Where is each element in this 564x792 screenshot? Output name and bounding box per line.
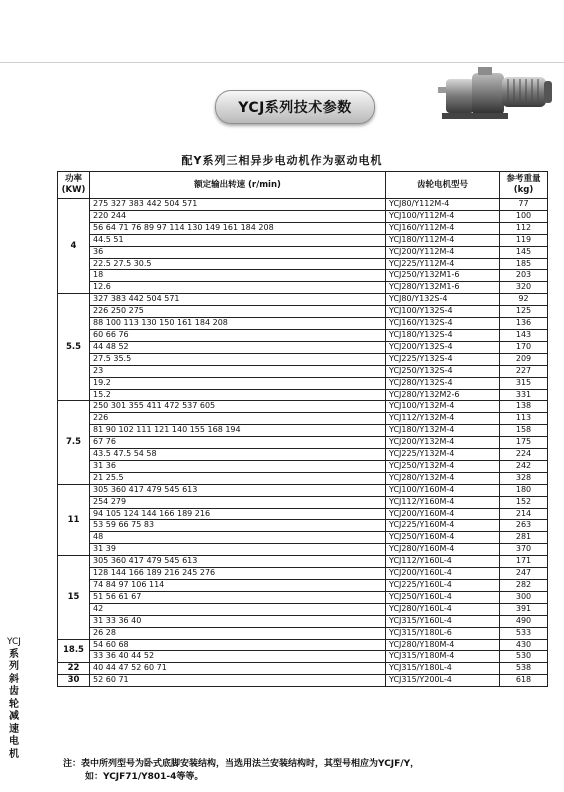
side-label-char: 速 [9,723,19,735]
table-row [58,246,548,258]
table-row [58,210,548,222]
model-cell: YCJ200/Y160L-4 [386,568,500,580]
model-cell: YCJ160/Y112M-4 [386,222,500,234]
power-cell: 18.5 [58,639,90,663]
weight-cell: 92 [500,294,548,306]
speed-cell: 305 360 417 479 545 613 [90,556,386,568]
model-cell: YCJ315/Y200L-4 [386,675,500,687]
table-row [58,341,548,353]
speed-cell: 22.5 27.5 30.5 [90,258,386,270]
model-cell: YCJ280/Y160L-4 [386,603,500,615]
weight-cell: 170 [500,341,548,353]
table-row [58,484,548,496]
side-label-char: 齿 [9,686,19,697]
speed-cell: 250 301 355 411 472 537 605 [90,401,386,413]
weight-cell: 331 [500,389,548,401]
model-cell: YCJ225/Y160M-4 [386,520,500,532]
table-row [58,675,548,687]
speed-cell: 21 25.5 [90,472,386,484]
header-model: 齿轮电机型号 [386,172,500,199]
side-label-char: 斜 [9,673,19,685]
power-cell: 15 [58,556,90,639]
model-cell: YCJ315/Y180M-4 [386,651,500,663]
power-cell: 5.5 [58,294,90,401]
weight-cell: 180 [500,484,548,496]
speed-cell: 226 [90,413,386,425]
table-row [58,329,548,341]
model-cell: YCJ112/Y160L-4 [386,556,500,568]
speed-cell: 23 [90,365,386,377]
speed-cell: 327 383 442 504 571 [90,294,386,306]
weight-cell: 530 [500,651,548,663]
speed-cell: 31 39 [90,544,386,556]
table-row [58,603,548,615]
model-cell: YCJ315/Y180L-4 [386,663,500,675]
power-cell: 30 [58,675,90,687]
model-cell: YCJ280/Y160M-4 [386,544,500,556]
weight-cell: 242 [500,460,548,472]
weight-cell: 430 [500,639,548,651]
speed-cell: 54 60 68 [90,639,386,651]
header-speed: 额定输出转速 (r/min) [90,172,386,199]
table-row [58,639,548,651]
table-row [58,199,548,211]
speed-cell: 275 327 383 442 504 571 [90,199,386,211]
table-row [58,556,548,568]
weight-cell: 263 [500,520,548,532]
header-weight: 参考重量 (kg) [500,172,548,199]
table-row [58,520,548,532]
speed-cell: 254 279 [90,496,386,508]
speed-cell: 36 [90,246,386,258]
model-cell: YCJ200/Y160M-4 [386,508,500,520]
model-cell: YCJ200/Y132M-4 [386,437,500,449]
weight-cell: 370 [500,544,548,556]
weight-cell: 175 [500,437,548,449]
model-cell: YCJ80/Y112M-4 [386,199,500,211]
model-cell: YCJ280/Y132M2-6 [386,389,500,401]
table-row [58,258,548,270]
speed-cell: 33 36 40 44 52 [90,651,386,663]
model-cell: YCJ112/Y160M-4 [386,496,500,508]
weight-cell: 281 [500,532,548,544]
table-row [58,437,548,449]
weight-cell: 138 [500,401,548,413]
model-cell: YCJ280/Y132S-4 [386,377,500,389]
weight-cell: 77 [500,199,548,211]
model-cell: YCJ315/Y180L-6 [386,627,500,639]
weight-cell: 227 [500,365,548,377]
table-row [58,294,548,306]
weight-cell: 185 [500,258,548,270]
weight-cell: 136 [500,318,548,330]
model-cell: YCJ100/Y132M-4 [386,401,500,413]
table-row [58,508,548,520]
speed-cell: 44.5 51 [90,234,386,246]
model-cell: YCJ160/Y132S-4 [386,318,500,330]
power-cell: 4 [58,199,90,294]
side-label [3,636,25,761]
table-row [58,627,548,639]
speed-cell: 94 105 124 144 166 189 216 [90,508,386,520]
speed-cell: 220 244 [90,210,386,222]
table-body [58,199,548,687]
model-cell: YCJ100/Y160M-4 [386,484,500,496]
table-row [58,460,548,472]
model-cell: YCJ280/Y132M1-6 [386,282,500,294]
table-row [58,377,548,389]
table-row [58,651,548,663]
model-cell: YCJ225/Y132M-4 [386,449,500,461]
side-label-char: 列 [9,661,19,672]
model-cell: YCJ250/Y160M-4 [386,532,500,544]
speed-cell: 43.5 47.5 54 58 [90,449,386,461]
model-cell: YCJ250/Y132M1-6 [386,270,500,282]
model-cell: YCJ180/Y132S-4 [386,329,500,341]
table-row [58,222,548,234]
table-row [58,544,548,556]
weight-cell: 113 [500,413,548,425]
model-cell: YCJ100/Y132S-4 [386,306,500,318]
table-row [58,365,548,377]
speed-cell: 81 90 102 111 121 140 155 168 194 [90,425,386,437]
weight-cell: 224 [500,449,548,461]
model-cell: YCJ280/Y132M-4 [386,472,500,484]
model-cell: YCJ180/Y112M-4 [386,234,500,246]
weight-cell: 300 [500,591,548,603]
gear-motor-image [432,63,557,123]
table-row [58,413,548,425]
speed-cell: 88 100 113 130 150 161 184 208 [90,318,386,330]
speed-cell: 60 66 76 [90,329,386,341]
speed-cell: 26 28 [90,627,386,639]
side-label-char: 电 [9,736,19,747]
table-row [58,532,548,544]
power-cell: 11 [58,484,90,555]
model-cell: YCJ250/Y132S-4 [386,365,500,377]
weight-cell: 100 [500,210,548,222]
model-cell: YCJ225/Y112M-4 [386,258,500,270]
spec-table [57,171,548,687]
speed-cell: 42 [90,603,386,615]
speed-cell: 51 56 61 67 [90,591,386,603]
model-cell: YCJ100/Y112M-4 [386,210,500,222]
speed-cell: 52 60 71 [90,675,386,687]
weight-cell: 538 [500,663,548,675]
weight-cell: 125 [500,306,548,318]
weight-cell: 320 [500,282,548,294]
speed-cell: 305 360 417 479 545 613 [90,484,386,496]
speed-cell: 12.6 [90,282,386,294]
side-label-char: 系 [9,648,19,660]
speed-cell: 44 48 52 [90,341,386,353]
weight-cell: 112 [500,222,548,234]
side-label-char: 减 [9,711,19,722]
table-row [58,591,548,603]
model-cell: YCJ112/Y132M-4 [386,413,500,425]
speed-cell: 19.2 [90,377,386,389]
speed-cell: 15.2 [90,389,386,401]
table-row [58,353,548,365]
table-row [58,663,548,675]
model-cell: YCJ315/Y160L-4 [386,615,500,627]
footnote-line-1: 注：表中所列型号为卧式底脚安装结构，当选用法兰安装结构时，其型号相应为YCJF/Y， [63,759,420,769]
speed-cell: 27.5 35.5 [90,353,386,365]
table-row [58,401,548,413]
weight-cell: 143 [500,329,548,341]
table-row [58,282,548,294]
speed-cell: 67 76 [90,437,386,449]
weight-cell: 171 [500,556,548,568]
speed-cell: 31 36 [90,460,386,472]
model-cell: YCJ80/Y132S-4 [386,294,500,306]
speed-cell: 53 59 66 75 83 [90,520,386,532]
table-row [58,389,548,401]
model-cell: YCJ250/Y132M-4 [386,460,500,472]
model-cell: YCJ250/Y160L-4 [386,591,500,603]
table-subtitle: 配Y系列三相异步电动机作为驱动电机 [181,154,383,167]
speed-cell: 226 250 275 [90,306,386,318]
table-row [58,318,548,330]
weight-cell: 145 [500,246,548,258]
table-row [58,615,548,627]
table-row [58,425,548,437]
weight-cell: 152 [500,496,548,508]
model-cell: YCJ280/Y180M-4 [386,639,500,651]
model-cell: YCJ180/Y132M-4 [386,425,500,437]
model-cell: YCJ200/Y112M-4 [386,246,500,258]
weight-cell: 247 [500,568,548,580]
speed-cell: 56 64 71 76 89 97 114 130 149 161 184 208 [90,222,386,234]
speed-cell: 48 [90,532,386,544]
speed-cell: 18 [90,270,386,282]
weight-cell: 533 [500,627,548,639]
table-row [58,580,548,592]
weight-cell: 119 [500,234,548,246]
weight-cell: 209 [500,353,548,365]
weight-cell: 315 [500,377,548,389]
table-row [58,449,548,461]
power-cell: 7.5 [58,401,90,484]
table-row [58,234,548,246]
speed-cell: 31 33 36 40 [90,615,386,627]
footnote [63,758,558,784]
weight-cell: 158 [500,425,548,437]
weight-cell: 490 [500,615,548,627]
speed-cell: 128 144 166 189 216 245 276 [90,568,386,580]
table-header-row [58,172,548,199]
footnote-line-2: 如：YCJF71/Y801-4等等。 [85,772,204,782]
table-row [58,496,548,508]
weight-cell: 328 [500,472,548,484]
power-cell: 22 [58,663,90,675]
model-cell: YCJ200/Y132S-4 [386,341,500,353]
weight-cell: 391 [500,603,548,615]
table-row [58,568,548,580]
table-row [58,472,548,484]
model-cell: YCJ225/Y132S-4 [386,353,500,365]
model-cell: YCJ225/Y160L-4 [386,580,500,592]
speed-cell: 74 84 97 106 114 [90,580,386,592]
side-label-char: 轮 [9,698,19,710]
weight-cell: 203 [500,270,548,282]
page-title: YCJ系列技术参数 [215,90,375,124]
table-row [58,270,548,282]
side-label-code: YCJ [7,637,21,647]
weight-cell: 282 [500,580,548,592]
header-power: 功率 (KW) [58,172,90,199]
side-label-char: 机 [9,748,19,760]
speed-cell: 40 44 47 52 60 71 [90,663,386,675]
weight-cell: 214 [500,508,548,520]
weight-cell: 618 [500,675,548,687]
table-row [58,306,548,318]
